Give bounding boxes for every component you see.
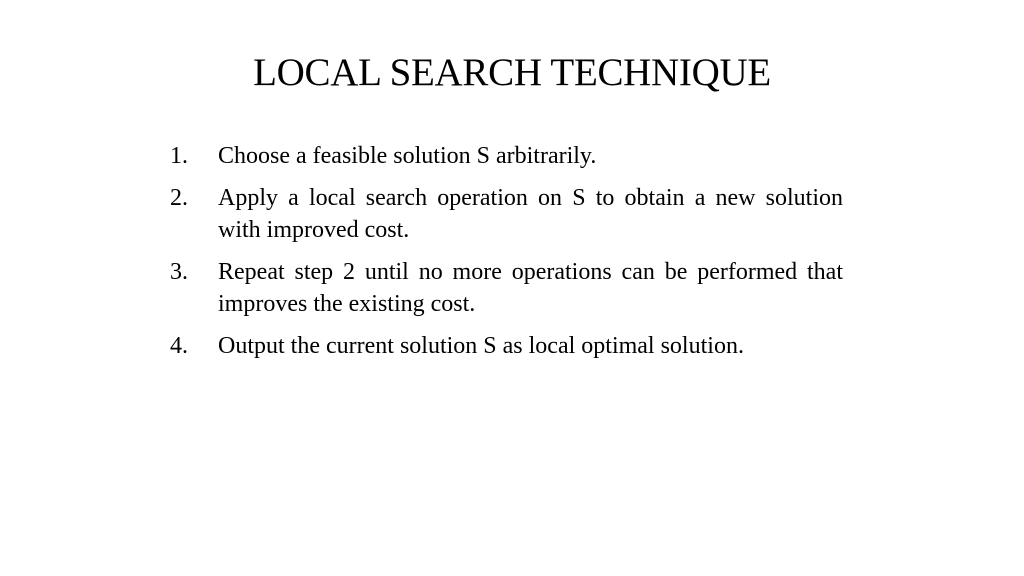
step-number: 4. bbox=[170, 332, 188, 359]
list-item bbox=[170, 256, 843, 321]
step-text: Apply a local search operation on S to obtain a new solution with improved cost. bbox=[218, 184, 843, 243]
step-number: 1. bbox=[170, 143, 188, 169]
list-item bbox=[170, 140, 843, 173]
step-number: 2. bbox=[170, 184, 188, 211]
slide-title: LOCAL SEARCH TECHNIQUE bbox=[253, 51, 771, 94]
step-text: Choose a feasible solution S arbitrarily. bbox=[218, 143, 597, 169]
list-item bbox=[170, 182, 843, 247]
list-item bbox=[170, 330, 843, 363]
step-text: Output the current solution S as local optimal solution. bbox=[218, 332, 744, 359]
step-text: Repeat step 2 until no more operations can be performed that improves the existing cost. bbox=[218, 258, 843, 317]
steps-list bbox=[170, 140, 843, 371]
step-number: 3. bbox=[170, 258, 188, 285]
